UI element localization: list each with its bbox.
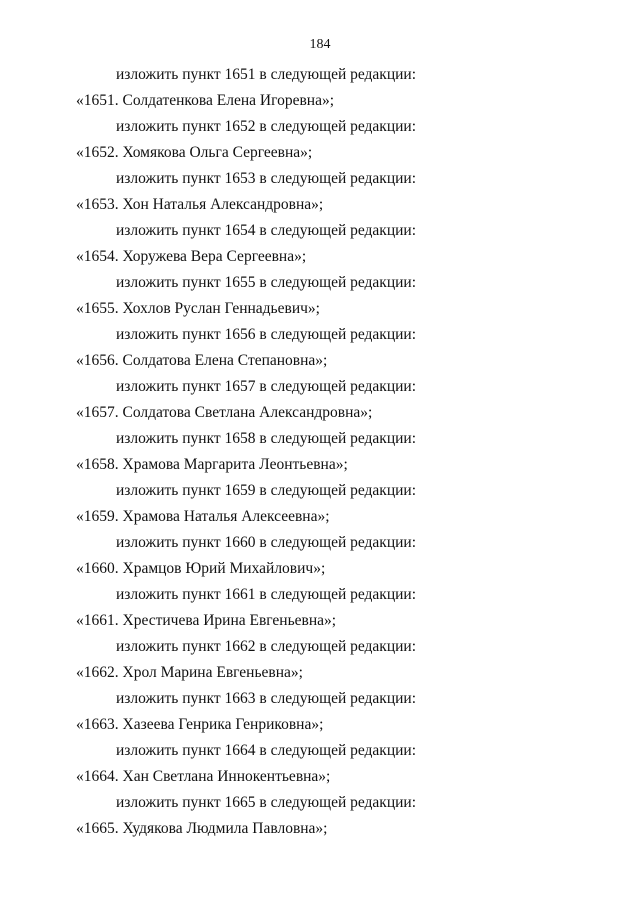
amendment-instruction: изложить пункт 1663 в следующей редакции:	[116, 690, 417, 707]
amendment-instruction: изложить пункт 1665 в следующей редакции:	[116, 794, 417, 811]
amendment-entry: «1656. Солдатова Елена Степановна»;	[76, 352, 328, 369]
amendment-instruction: изложить пункт 1655 в следующей редакции:	[116, 274, 417, 291]
amendment-instruction: изложить пункт 1658 в следующей редакции:	[116, 430, 417, 447]
amendment-entry: «1653. Хон Наталья Александровна»;	[76, 196, 324, 213]
amendment-entry: «1654. Хоружева Вера Сергеевна»;	[76, 248, 307, 265]
document-body	[76, 65, 576, 845]
amendment-entry: «1658. Храмова Маргарита Леонтьевна»;	[76, 456, 348, 473]
amendment-instruction: изложить пункт 1652 в следующей редакции:	[116, 118, 417, 135]
amendment-instruction: изложить пункт 1662 в следующей редакции:	[116, 638, 417, 655]
amendment-instruction: изложить пункт 1661 в следующей редакции:	[116, 586, 417, 603]
amendment-entry: «1655. Хохлов Руслан Геннадьевич»;	[76, 300, 320, 317]
amendment-entry: «1657. Солдатова Светлана Александровна»;	[76, 404, 373, 421]
amendment-entry: «1652. Хомякова Ольга Сергеевна»;	[76, 144, 313, 161]
amendment-instruction: изложить пункт 1653 в следующей редакции:	[116, 170, 417, 187]
page-number: 184	[309, 37, 331, 52]
amendment-instruction: изложить пункт 1657 в следующей редакции:	[116, 378, 417, 395]
amendment-entry: «1651. Солдатенкова Елена Игоревна»;	[76, 92, 335, 109]
amendment-instruction: изложить пункт 1656 в следующей редакции:	[116, 326, 417, 343]
amendment-entry: «1662. Хрол Марина Евгеньевна»;	[76, 664, 303, 681]
amendment-entry: «1665. Худякова Людмила Павловна»;	[76, 820, 328, 837]
amendment-entry: «1659. Храмова Наталья Алексеевна»;	[76, 508, 330, 525]
amendment-entry: «1663. Хазеева Генрика Генриковна»;	[76, 716, 324, 733]
amendment-entry: «1660. Храмцов Юрий Михайлович»;	[76, 560, 326, 577]
amendment-entry: «1661. Хрестичева Ирина Евгеньевна»;	[76, 612, 337, 629]
amendment-instruction: изложить пункт 1651 в следующей редакции:	[116, 66, 417, 83]
amendment-entry: «1664. Хан Светлана Иннокентьевна»;	[76, 768, 331, 785]
amendment-instruction: изложить пункт 1660 в следующей редакции:	[116, 534, 417, 551]
amendment-instruction: изложить пункт 1659 в следующей редакции:	[116, 482, 417, 499]
amendment-instruction: изложить пункт 1664 в следующей редакции:	[116, 742, 417, 759]
amendment-instruction: изложить пункт 1654 в следующей редакции:	[116, 222, 417, 239]
